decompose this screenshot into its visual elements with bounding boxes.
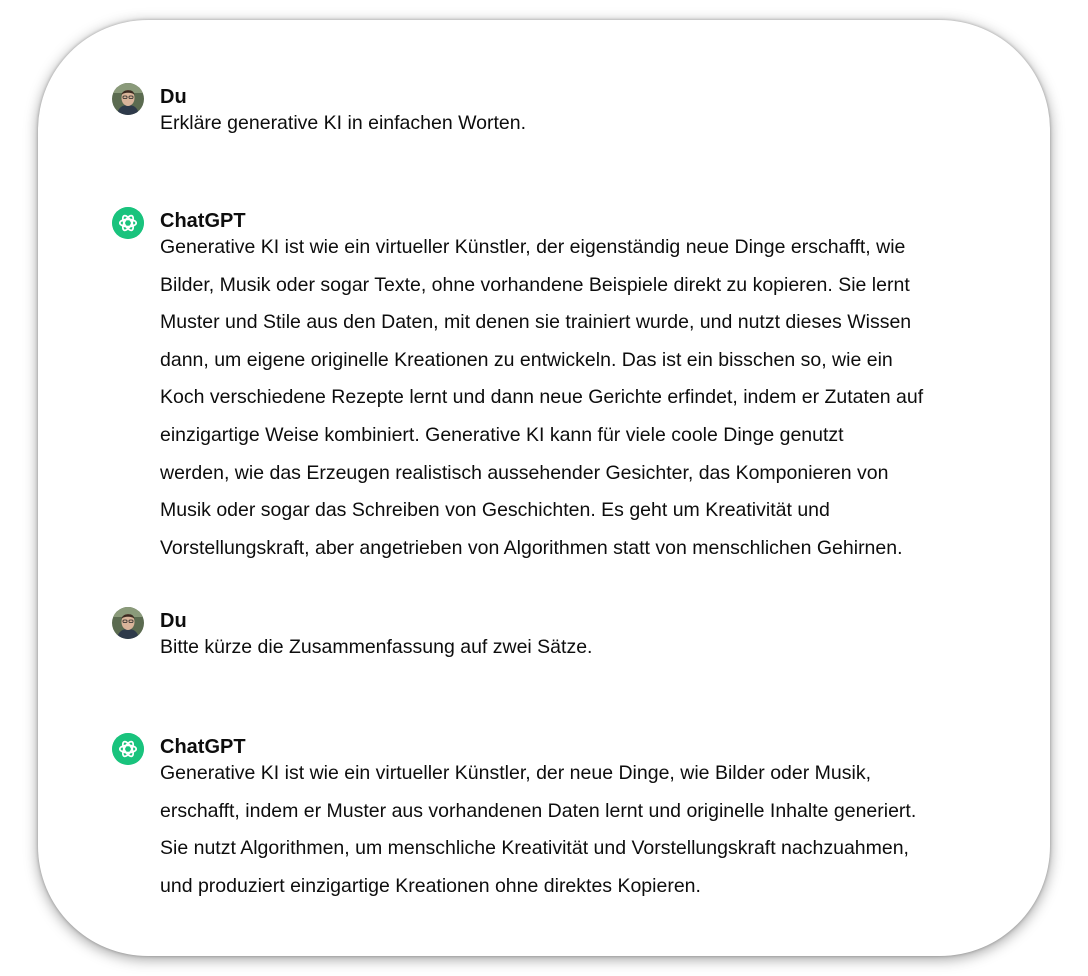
message-text — [160, 229, 1000, 567]
message-line: Sie nutzt Algorithmen, um menschliche Kreativität und Vorstellungskraft nachzuahmen, — [160, 837, 909, 860]
message-line: dann, um eigene originelle Kreationen zu entwickeln. Das ist ein bisschen so, wie ein — [160, 348, 893, 371]
message-line: Vorstellungskraft, aber angetrieben von Algorithmen statt von menschlichen Gehirnen. — [160, 536, 903, 559]
user-avatar[interactable] — [112, 607, 144, 639]
message-line: und produziert einzigartige Kreationen ohne direktes Kopieren. — [160, 874, 701, 897]
openai-logo-icon — [112, 207, 144, 239]
user-avatar[interactable] — [112, 83, 144, 115]
openai-logo-icon — [112, 733, 144, 765]
message-text — [160, 105, 1000, 143]
message-author: ChatGPT — [160, 736, 246, 758]
message-author: ChatGPT — [160, 210, 246, 232]
message-text — [160, 629, 1000, 667]
message-author: Du — [160, 86, 187, 108]
message-line: erschafft, indem er Muster aus vorhandenen Daten lernt und originelle Inhalte generiert. — [160, 799, 917, 822]
message-author: Du — [160, 610, 187, 632]
message-line: Bitte kürze die Zusammenfassung auf zwei Sätze. — [160, 636, 593, 658]
chat-card — [38, 20, 1050, 956]
message-line: Bilder, Musik oder sogar Texte, ohne vorhandene Beispiele direkt zu kopieren. Sie lernt — [160, 273, 910, 296]
message-line: einzigartige Weise kombiniert. Generative KI kann für viele coole Dinge genutzt — [160, 423, 844, 446]
message-text — [160, 755, 1000, 905]
message-line: Koch verschiedene Rezepte lernt und dann neue Gerichte erfindet, indem er Zutaten auf — [160, 386, 924, 409]
message-line: Muster und Stile aus den Daten, mit denen sie trainiert wurde, und nutzt dieses Wissen — [160, 311, 912, 334]
message-line: Generative KI ist wie ein virtueller Künstler, der eigenständig neue Dinge erschafft, wie — [160, 236, 906, 258]
message-line: Erkläre generative KI in einfachen Worten. — [160, 112, 527, 134]
message-line: Musik oder sogar das Schreiben von Geschichten. Es geht um Kreativität und — [160, 499, 830, 522]
message-line: Generative KI ist wie ein virtueller Künstler, der neue Dinge, wie Bilder oder Musik, — [160, 762, 871, 784]
message-line: werden, wie das Erzeugen realistisch aussehender Gesichter, das Komponieren von — [160, 461, 889, 484]
